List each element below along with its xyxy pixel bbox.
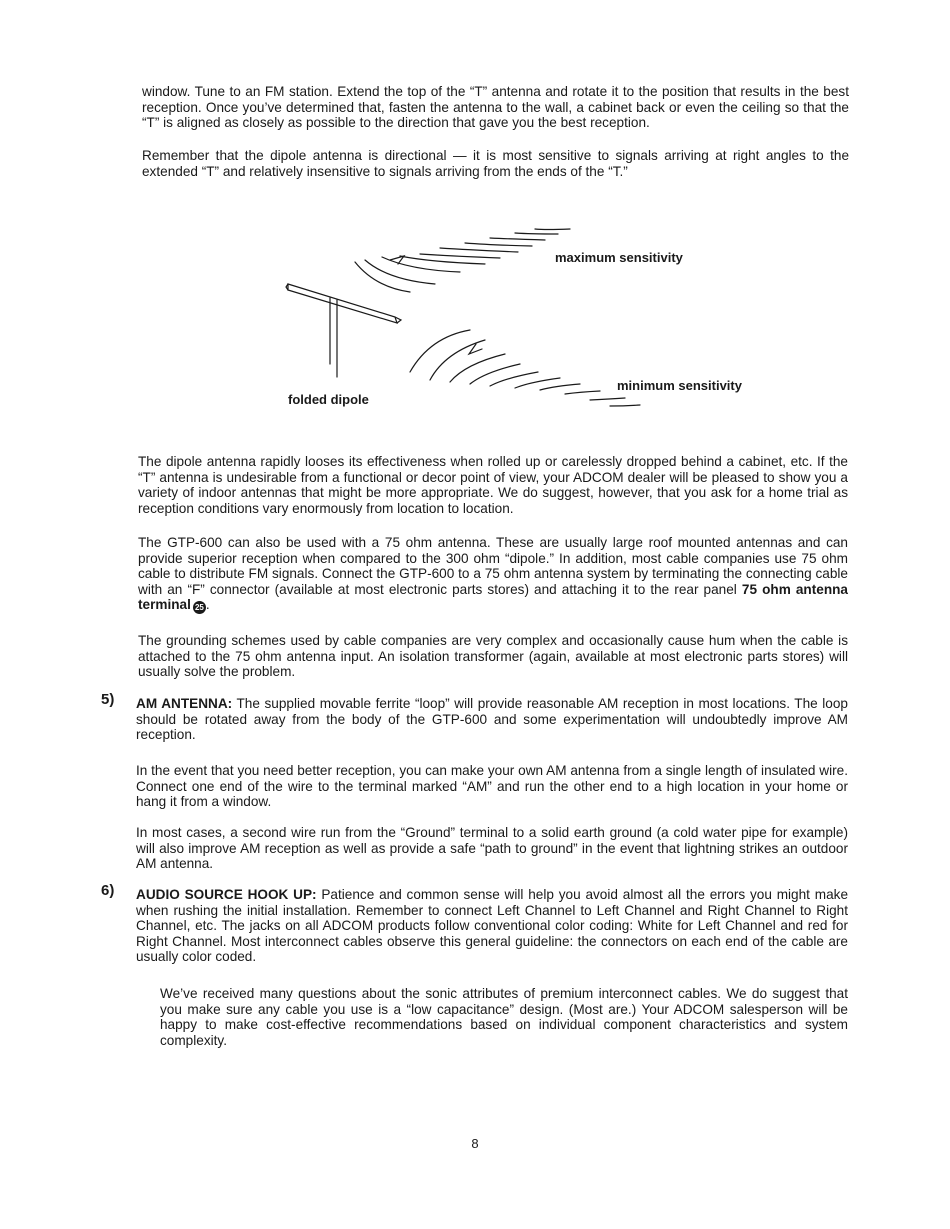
section-am-text: The supplied movable ferrite “loop” will provide reasonable AM reception in most locations. The loop should be rotated away from the body of the GTP-600 and some experimentation will undoubtedly improve AM reception. [136, 696, 848, 742]
section-audio-label: AUDIO SOURCE HOOK UP: [136, 887, 317, 902]
paragraph-better-reception: In the event that you need better reception, you can make your own AM antenna from a single length of insulated wire. Connect one end of the wire to the terminal marked “AM” and run the other end to a high location in your home or hang it from a window. [136, 763, 848, 809]
paragraph-ground-wire: In most cases, a second wire run from the “Ground” terminal to a solid earth ground (a cold water pipe for example) will also improve AM reception as well as provide a safe “path to ground” in the event that lightning strikes an outdoor AM antenna. [136, 825, 848, 871]
paragraph-fm-tune: window. Tune to an FM station. Extend the top of the “T” antenna and rotate it to the position that results in the best reception. Once you’ve determined that, fasten the antenna to the wall, a cabinet back or even the ceiling so that the “T” is aligned as closely as possible to the direction that gave you the best reception. [142, 84, 849, 130]
paragraph-75-ohm-antenna [138, 535, 848, 614]
paragraph-dipole-effectiveness: The dipole antenna rapidly looses its effectiveness when rolled up or carelessly dropped behind a cabinet, etc. If the “T” antenna is undesirable from a functional or decor point of view, your ADCOM dealer will be pleased to show you a variety of indoor antennas that might be more appropriate. We do suggest, however, that you ask for a home trial as reception conditions vary enormously from location to location. [138, 454, 848, 516]
section-am-label: AM ANTENNA: [136, 696, 233, 711]
section-audio-text: Patience and common sense will help you avoid almost all the errors you might make when rushing the initial installation. Remember to connect Left Channel to Left Channel and Right Channel to Right Channel, etc. The jacks on all ADCOM products follow conventional color coding: White for Left Channel and red for Right Channel. Most interconnect cables observe this general guideline: the connectors on each end of the cable are usually color coded. [136, 887, 848, 964]
terminal-label: 75 ohm antenna terminal [138, 581, 848, 612]
page-number: 8 [471, 1136, 479, 1151]
section-number-am: 5) [101, 691, 115, 708]
section-audio-hookup [136, 887, 848, 965]
label-minimum-sensitivity: minimum sensitivity [617, 378, 742, 393]
terminal-number-badge: 25 [193, 601, 206, 614]
paragraph-dipole-directional: Remember that the dipole antenna is directional — it is most sensitive to signals arriving at right angles to the extended “T” and relatively insensitive to signals arriving from the ends of the “T.” [142, 148, 849, 179]
paragraph-75-ohm-end: . [205, 597, 210, 612]
section-number-audio: 6) [101, 882, 115, 899]
section-am-antenna [136, 696, 848, 743]
paragraph-interconnect-cables: We’ve received many questions about the sonic attributes of premium interconnect cables. We do suggest that you make sure any cable you use is a “low capacitance” design. (Most are.) Your ADCOM salesperson will be happy to make cost-effective recommendations based on individual component characteristics and system complexity. [160, 986, 848, 1048]
label-maximum-sensitivity: maximum sensitivity [555, 250, 683, 265]
label-folded-dipole: folded dipole [288, 392, 369, 407]
paragraph-grounding-schemes: The grounding schemes used by cable companies are very complex and occasionally cause hum when the cable is attached to the 75 ohm antenna input. An isolation transformer (again, available at most electronic parts stores) will usually solve the problem. [138, 633, 848, 679]
dipole-sensitivity-diagram [270, 212, 790, 417]
paragraph-75-ohm-text: The GTP-600 can also be used with a 75 ohm antenna. These are usually large roof mounted antennas and can provide superior reception when compared to the 300 ohm “dipole.” In addition, most cable companies use 75 ohm cable to distribute FM signals. Connect the GTP-600 to a 75 ohm antenna system by terminating the connecting cable with an “F” connector (available at most electronic parts stores) and attaching it to the rear panel [138, 535, 848, 597]
